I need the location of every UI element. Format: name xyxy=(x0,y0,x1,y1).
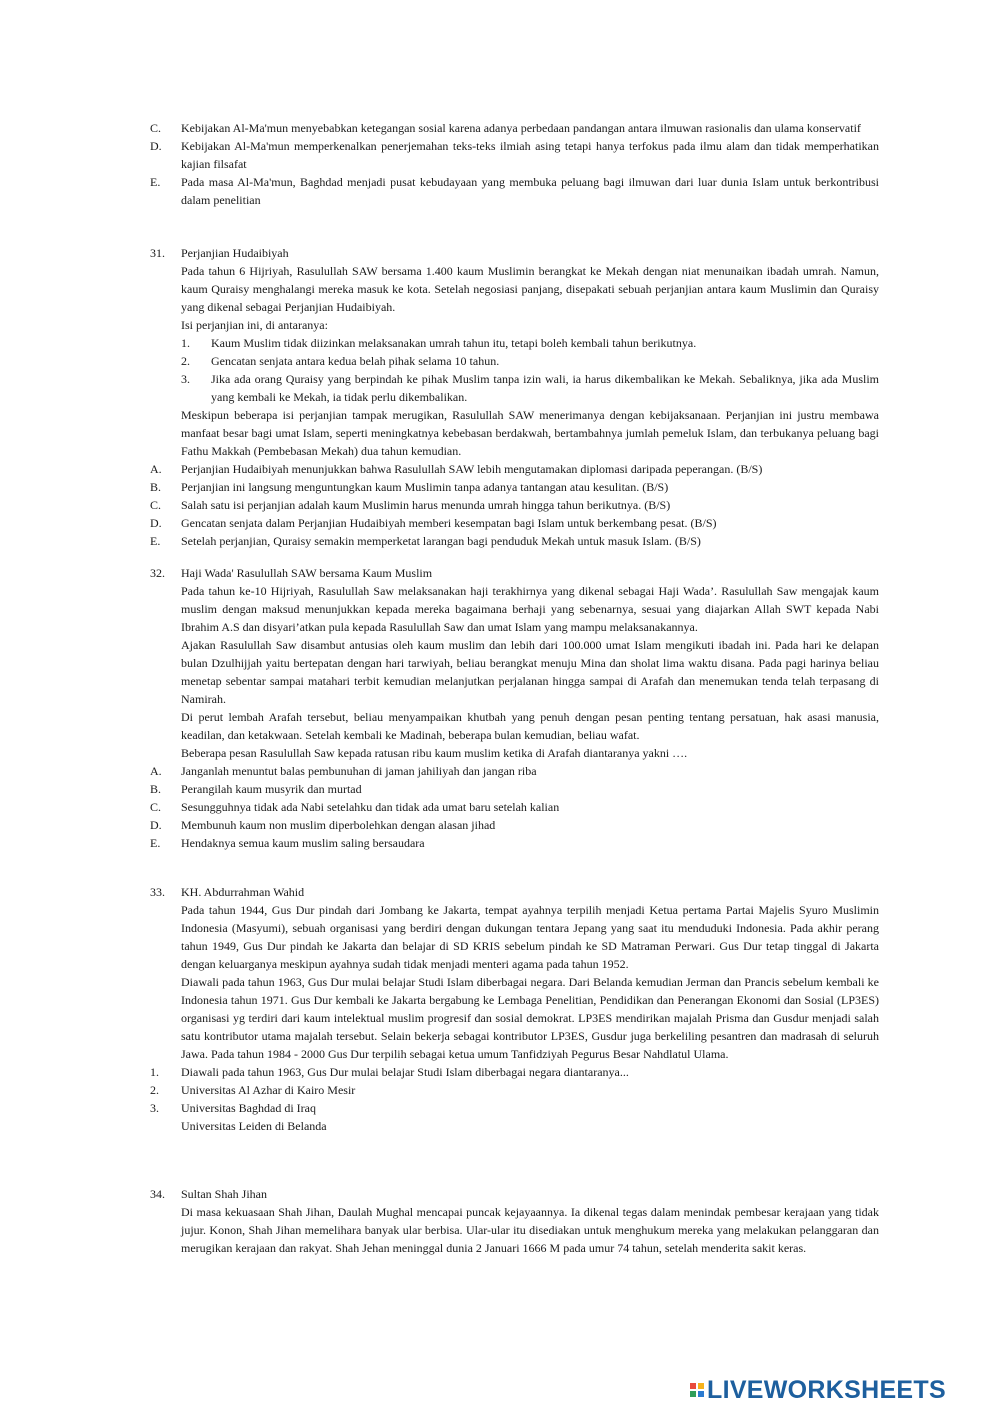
point-label: 2. xyxy=(181,354,190,368)
option-text: Kebijakan Al-Ma'mun memperkenalkan penerjemahan teks-teks ilmiah asing tetapi hanya terfokus pada ilmu alam dan tidak memperhatikan kajian filsafat xyxy=(181,139,879,171)
logo-text: LIVEWORKSHEETS xyxy=(707,1376,946,1404)
agreement-point xyxy=(150,352,879,370)
option-label: B. xyxy=(150,782,162,796)
agreement-point xyxy=(150,334,879,352)
option-label: C. xyxy=(150,800,162,814)
question-title-row xyxy=(150,1185,879,1203)
list-text: Universitas Al Azhar di Kairo Mesir xyxy=(181,1083,356,1097)
logo-square xyxy=(690,1391,696,1397)
option-c xyxy=(150,119,879,137)
option-label: C. xyxy=(150,498,162,512)
question-title: Haji Wada' Rasulullah SAW bersama Kaum Muslim xyxy=(181,566,433,580)
question-34 xyxy=(150,1185,879,1257)
list-item[interactable] xyxy=(150,1063,879,1081)
logo-square xyxy=(698,1383,704,1389)
option-text: Perjanjian Hudaibiyah menunjukkan bahwa Rasulullah SAW lebih mengutamakan diplomasi daripada peperangan. (B/S) xyxy=(181,462,763,476)
list-text: Universitas Baghdad di Iraq xyxy=(181,1101,316,1115)
question-32 xyxy=(150,564,879,852)
option-text: Pada masa Al-Ma'mun, Baghdad menjadi pusat kebudayaan yang membuka peluang bagi ilmuwan dari luar dunia Islam untuk berkontribusi dalam penelitian xyxy=(181,175,879,207)
question-31 xyxy=(150,244,879,550)
option-label: C. xyxy=(150,121,162,135)
question-title: Sultan Shah Jihan xyxy=(181,1187,267,1201)
option-c[interactable] xyxy=(150,798,879,816)
question-number: 34. xyxy=(150,1187,165,1201)
question-paragraph: Ajakan Rasulullah Saw disambut antusias oleh kaum muslim dan lebih dari 100.000 umat Islam mengikuti ibadah ini. Pada hari ke delapan bulan Dzulhijjah yaitu bertepatan dengan hari tarwiyah, beliau berangkat menuju Mina dan sholat lima waktu disana. Pada pagi harinya beliau menetap sebentar sampai matahari terbit kemudian melanjutkan perjalanan hingga sampai di Arafah dan menemukan tenda telah terpasang di Namirah. xyxy=(181,638,879,706)
list-item[interactable] xyxy=(150,1081,879,1099)
question-paragraph: Di masa kekuasaan Shah Jihan, Daulah Mughal mencapai puncak kejayaannya. Ia dikenal tegas dalam menindak pembesar kerajaan yang tidak jujur. Konon, Shah Jihan memelihara banyak ular berbisa. Ular-ular itu disediakan untuk menghukum mereka yang melakukan pelanggaran dan merugikan kerajaan dan rakyat. Shah Jehan meninggal dunia 2 Januari 1666 M pada umur 74 tahun, setelah menderita sakit keras. xyxy=(181,1205,879,1255)
question-title-row xyxy=(150,883,879,901)
option-b[interactable] xyxy=(150,478,879,496)
liveworksheets-logo-icon xyxy=(690,1383,704,1397)
option-c[interactable] xyxy=(150,496,879,514)
option-text: Sesungguhnya tidak ada Nabi setelahku dan tidak ada umat baru setelah kalian xyxy=(181,800,560,814)
question-title-row xyxy=(150,244,879,262)
option-a[interactable] xyxy=(150,460,879,478)
option-text: Janganlah menuntut balas pembunuhan di jaman jahiliyah dan jangan riba xyxy=(181,764,537,778)
logo-square xyxy=(698,1391,704,1397)
option-b[interactable] xyxy=(150,780,879,798)
question-title: KH. Abdurrahman Wahid xyxy=(181,885,305,899)
option-text: Setelah perjanjian, Quraisy semakin memperketat larangan bagi penduduk Mekah untuk masuk Islam. (B/S) xyxy=(181,534,701,548)
question-paragraph: Diawali pada tahun 1963, Gus Dur mulai belajar Studi Islam diberbagai negara. Dari Belanda kemudian Jerman dan Prancis sebelum kembali ke Indonesia tahun 1971. Gus Dur kembali ke Jakarta bergabung ke Lembaga Penelitian, Pendidikan dan Penerangan Ekonomi dan Sosial (LP3ES) organisasi yg terdiri dari kaum intelektual muslim progresif dan sosial demokrat. LP3ES mendirikan majalah Prisma dan Gusdur menjadi salah satu kontributor utama majalah tersebut. Selain bekerja sebagai kontributor LP3ES, Gusdur juga berkeliling pesantren dan madrasah di seluruh Jawa. Pada tahun 1984 - 2000 Gus Dur terpilih sebagai ketua umum Tanfidziyah Pegurus Besar Nahdlatul Ulama. xyxy=(181,975,879,1061)
option-label: D. xyxy=(150,516,162,530)
option-d xyxy=(150,137,879,173)
question-prompt: Beberapa pesan Rasulullah Saw kepada ratusan ribu kaum muslim ketika di Arafah diantaranya yakni …. xyxy=(181,746,688,760)
list-label: 3. xyxy=(150,1101,159,1115)
question-title-row xyxy=(150,564,879,582)
option-d[interactable] xyxy=(150,816,879,834)
question-paragraph: Meskipun beberapa isi perjanjian tampak merugikan, Rasulullah SAW menerimanya dengan kebijaksanaan. Perjanjian ini justru membawa manfaat besar bagi umat Islam, seperti meningkatnya kebebasan berdakwah, bertambahnya jumlah pemeluk Islam, dan terbukanya peluang bagi Fathu Makkah (Pembebasan Mekah) dua tahun kemudian. xyxy=(181,408,879,458)
question-paragraph: Pada tahun ke-10 Hijriyah, Rasulullah Saw melaksanakan haji terakhirnya yang dikenal sebagai Haji Wada’. Rasulullah Saw mengajak kaum muslim dengan maksud menunjukkan kepada mereka bagaimana berhaji yang sebenarnya, sesuai yang diajarkan Allah SWT kepada Nabi Ibrahim A.S dan disyari’atkan pula kepada Rasulullah Saw dan umat Islam yang mampu melaksanakannya. xyxy=(181,584,879,634)
option-text: Hendaknya semua kaum muslim saling bersaudara xyxy=(181,836,425,850)
option-label: B. xyxy=(150,480,162,494)
liveworksheets-logo[interactable] xyxy=(690,1375,990,1405)
points-intro: Isi perjanjian ini, di antaranya: xyxy=(181,318,328,332)
point-label: 3. xyxy=(181,372,190,386)
question-33 xyxy=(150,883,879,1135)
list-label: 2. xyxy=(150,1083,159,1097)
point-text: Kaum Muslim tidak diizinkan melaksanakan umrah tahun itu, tetapi boleh kembali tahun berikutnya. xyxy=(211,336,697,350)
point-text: Jika ada orang Quraisy yang berpindah ke pihak Muslim tanpa izin wali, ia harus dikembalikan ke Mekah. Sebaliknya, jika ada Muslim yang kembali ke Mekah, ia tidak perlu dikembalikan. xyxy=(211,372,879,404)
option-label: E. xyxy=(150,175,161,189)
question-number: 31. xyxy=(150,246,165,260)
list-item[interactable] xyxy=(150,1117,879,1135)
question-number: 32. xyxy=(150,566,165,580)
option-label: E. xyxy=(150,836,161,850)
option-text: Gencatan senjata dalam Perjanjian Hudaibiyah memberi kesempatan bagi Islam untuk berkembang pesat. (B/S) xyxy=(181,516,717,530)
agreement-point xyxy=(150,370,879,406)
option-label: D. xyxy=(150,818,162,832)
list-label: 1. xyxy=(150,1065,159,1079)
question-number: 33. xyxy=(150,885,165,899)
option-label: A. xyxy=(150,764,162,778)
question-title: Perjanjian Hudaibiyah xyxy=(181,246,289,260)
option-label: E. xyxy=(150,534,161,548)
option-label: D. xyxy=(150,139,162,153)
option-text: Perjanjian ini langsung menguntungkan kaum Muslimin tanpa adanya tantangan atau kesulitan. (B/S) xyxy=(181,480,669,494)
option-text: Salah satu isi perjanjian adalah kaum Muslimin harus menunda umrah hingga tahun berikutnya. (B/S) xyxy=(181,498,671,512)
list-text: Diawali pada tahun 1963, Gus Dur mulai belajar Studi Islam diberbagai negara diantaranya... xyxy=(181,1065,629,1079)
list-item[interactable] xyxy=(150,1099,879,1117)
option-e[interactable] xyxy=(150,834,879,852)
option-text: Perangilah kaum musyrik dan murtad xyxy=(181,782,362,796)
option-text: Kebijakan Al-Ma'mun menyebabkan ketegangan sosial karena adanya perbedaan pandangan antara ilmuwan rasionalis dan ulama konservatif xyxy=(181,121,861,135)
option-label: A. xyxy=(150,462,162,476)
question-paragraph: Pada tahun 1944, Gus Dur pindah dari Jombang ke Jakarta, tempat ayahnya terpilih menjadi Ketua pertama Partai Majelis Syuro Muslimin Indonesia (Masyumi), sebuah organisasi yang berdiri dengan dukungan tentara Jepang yang saat itu menduduki Indonesia. Pada akhir perang tahun 1949, Gus Dur pindah ke Jakarta dan belajar di SD KRIS sebelum pindah ke SD Matraman Perwari. Gus Dur tetap tinggal di Jakarta dengan keluarganya meskipun ayahnya sudah tidak menjadi menteri agama pada tahun 1952. xyxy=(181,903,879,971)
list-text: Universitas Leiden di Belanda xyxy=(181,1119,327,1133)
option-text: Membunuh kaum non muslim diperbolehkan dengan alasan jihad xyxy=(181,818,496,832)
option-a[interactable] xyxy=(150,762,879,780)
option-e[interactable] xyxy=(150,532,879,550)
question-30-options xyxy=(150,119,879,209)
option-e xyxy=(150,173,879,209)
question-paragraph: Di perut lembah Arafah tersebut, beliau menyampaikan khutbah yang penuh dengan pesan penting tentang persatuan, hak asasi manusia, keadilan, dan ketakwaan. Setelah kembali ke Madinah, beberapa bulan kemudian, beliau wafat. xyxy=(181,710,879,742)
question-paragraph: Pada tahun 6 Hijriyah, Rasulullah SAW bersama 1.400 kaum Muslimin berangkat ke Mekah dengan niat menunaikan ibadah umrah. Namun, kaum Quraisy menghalangi mereka masuk ke kota. Setelah negosiasi panjang, disepakati sebuah perjanjian antara kaum Muslimin dan Quraisy yang dikenal sebagai Perjanjian Hudaibiyah. xyxy=(181,264,879,314)
option-d[interactable] xyxy=(150,514,879,532)
point-label: 1. xyxy=(181,336,190,350)
logo-square xyxy=(690,1383,696,1389)
point-text: Gencatan senjata antara kedua belah pihak selama 10 tahun. xyxy=(211,354,500,368)
